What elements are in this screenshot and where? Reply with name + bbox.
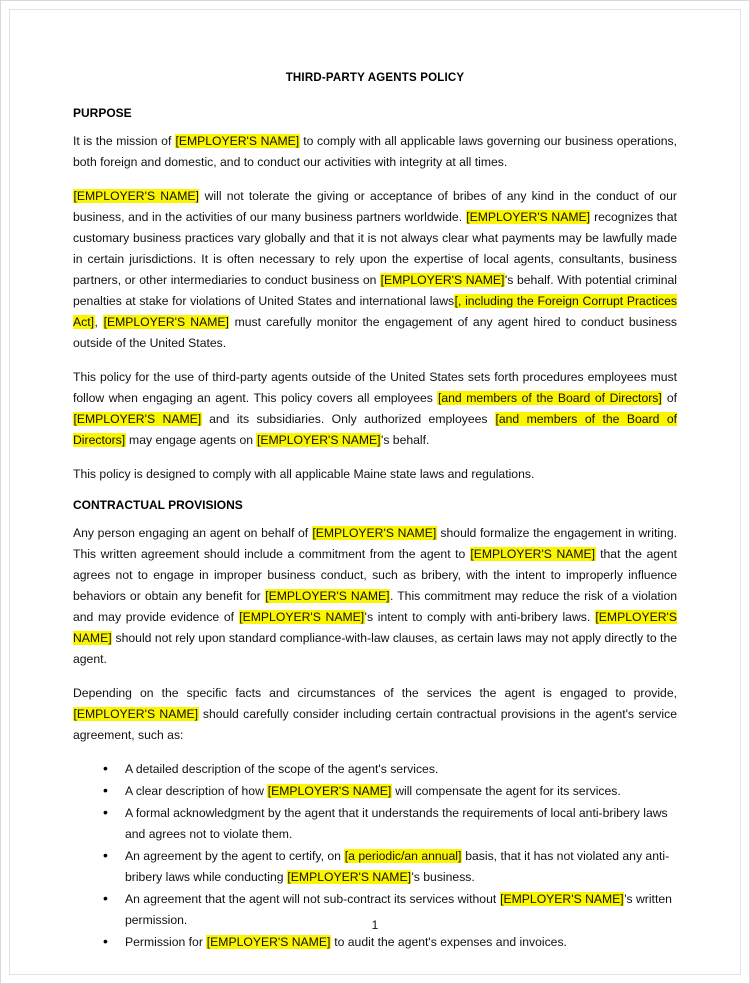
section-heading-purpose: PURPOSE [73, 106, 132, 120]
paragraph: It is the mission of [EMPLOYER'S NAME] to comply with all applicable laws governing our business operations, both foreign and domestic, and to conduct our activities with integrity at all times. [73, 134, 678, 169]
highlighted-placeholder: [EMPLOYER'S NAME] [239, 610, 365, 624]
document-body [73, 72, 677, 954]
highlighted-placeholder: [EMPLOYER'S NAME] [267, 784, 392, 798]
paragraph: Depending on the specific facts and circumstances of the services the agent is engaged to provide, [EMPLOYER'S NAME] should carefully consider including certain contractual provisions in the agent's service agreement, such as: [73, 686, 677, 742]
highlighted-placeholder: [EMPLOYER'S NAME] [256, 433, 381, 447]
highlighted-placeholder: [EMPLOYER'S NAME] [73, 412, 202, 426]
highlighted-placeholder: [EMPLOYER'S NAME] [312, 526, 437, 540]
highlighted-placeholder: [and members of the Board of Directors] [73, 412, 677, 447]
highlighted-placeholder: [EMPLOYER'S NAME] [73, 189, 199, 203]
paragraph: This policy is designed to comply with all applicable Maine state laws and regulations. [73, 467, 535, 481]
highlighted-placeholder: [and members of the Board of Directors] [437, 391, 662, 405]
highlighted-placeholder: [EMPLOYER'S NAME] [466, 210, 590, 224]
highlighted-placeholder: [EMPLOYER'S NAME] [287, 870, 411, 884]
document-title: THIRD-PARTY AGENTS POLICY [285, 72, 465, 84]
paragraph: [EMPLOYER'S NAME] will not tolerate the giving or acceptance of bribes of any kind in the conduct of our business, and in the activities of our many business partners worldwide. [EMPLOYER'S NAME] recognizes that customary business practices vary globally and that it is not always clear what payments may be lawfully made in certain jurisdictions. It is often necessary to rely upon the expertise of local agents, consultants, business partners, or other intermediaries to conduct business on [EMPLOYER'S NAME]'s behalf. With potential criminal penalties at stake for violations of United States and international laws[, including the Foreign Corrupt Practices Act], [EMPLOYER'S NAME] must carefully monitor the engagement of any agent hired to conduct business outside of the United States. [73, 189, 678, 350]
section-contractual-provisions [73, 498, 677, 953]
paragraph: Any person engaging an agent on behalf of [EMPLOYER'S NAME] should formalize the engagement in writing. This written agreement should include a commitment from the agent to [EMPLOYER'S NAME] that the agent agrees not to engage in improper business conduct, such as bribery, with the intent to improperly influence behaviors or obtain any benefit for [EMPLOYER'S NAME]. This commitment may reduce the risk of a violation and may provide evidence of [EMPLOYER'S NAME]'s intent to comply with anti-bribery laws. [EMPLOYER'S NAME] should not rely upon standard compliance-with-law clauses, as certain laws may not apply directly to the agent. [73, 526, 677, 666]
list-item: • A formal acknowledgment by the agent that it understands the requirements of local anti-bribery laws and agrees not to violate them. [103, 803, 677, 845]
highlighted-placeholder: [EMPLOYER'S NAME] [380, 273, 505, 287]
list-item: • An agreement by the agent to certify, on [a periodic/an annual] basis, that it has not violated any anti-bribery laws while conducting [EMPLOYER'S NAME]'s business. [103, 846, 677, 888]
highlighted-placeholder: [a periodic/an annual] [344, 849, 462, 863]
list-item: • A clear description of how [EMPLOYER'S NAME] will compensate the agent for its services. [103, 781, 677, 802]
highlighted-placeholder: [EMPLOYER'S NAME] [103, 315, 229, 329]
highlighted-placeholder: [EMPLOYER'S NAME] [470, 547, 596, 561]
section-purpose [73, 106, 677, 485]
highlighted-placeholder: [EMPLOYER'S NAME] [73, 610, 677, 645]
highlighted-placeholder: [EMPLOYER'S NAME] [265, 589, 390, 603]
list-item: • A detailed description of the scope of the agent's services. [103, 759, 677, 780]
section-heading-contractual-provisions: CONTRACTUAL PROVISIONS [73, 498, 243, 512]
list-item: • Permission for [EMPLOYER'S NAME] to audit the agent's expenses and invoices. [103, 932, 677, 953]
highlighted-placeholder: [EMPLOYER'S NAME] [73, 707, 199, 721]
page-number: 1 [371, 918, 379, 932]
paragraph: This policy for the use of third-party agents outside of the United States sets forth procedures employees must follow when engaging an agent. This policy covers all employees [and members of the Board of Directors] of [EMPLOYER'S NAME] and its subsidiaries. Only authorized employees [and members of the Board of Directors] may engage agents on [EMPLOYER'S NAME]'s behalf. [73, 370, 677, 447]
highlighted-placeholder: [EMPLOYER'S NAME] [206, 935, 331, 949]
page-sheet [9, 9, 741, 975]
highlighted-placeholder: [EMPLOYER'S NAME] [500, 892, 624, 906]
highlighted-placeholder: [, including the Foreign Corrupt Practices Act] [73, 294, 677, 329]
list-item: • An agreement that the agent will not sub-contract its services without [EMPLOYER'S NAME]'s written permission. [103, 889, 677, 931]
highlighted-placeholder: [EMPLOYER'S NAME] [175, 134, 300, 148]
